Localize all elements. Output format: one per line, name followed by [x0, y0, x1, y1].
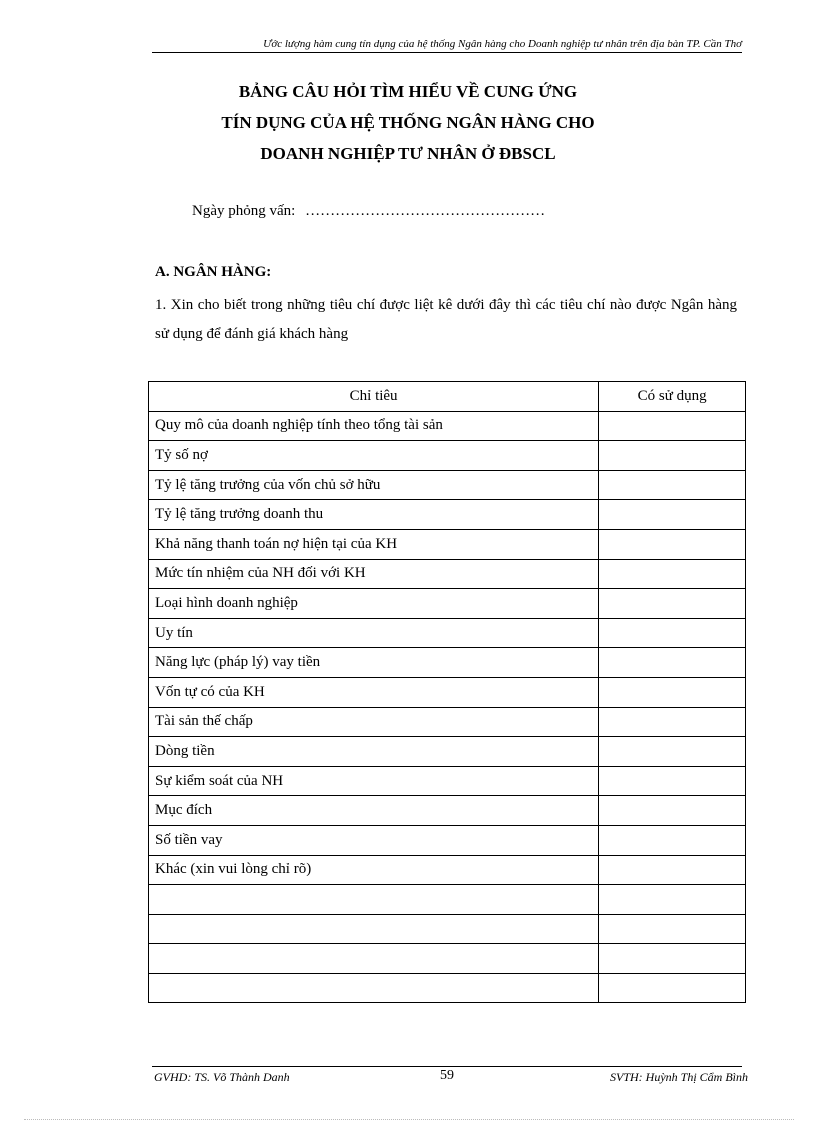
criterion-cell: [149, 973, 599, 1003]
criterion-cell: [149, 944, 599, 974]
table-row: [149, 441, 746, 471]
used-checkbox-cell[interactable]: [599, 529, 746, 559]
criterion-cell: Khác (xin vui lòng chỉ rõ): [149, 855, 599, 885]
criterion-cell: Uy tín: [149, 618, 599, 648]
table-row: [149, 559, 746, 589]
criterion-cell: Mức tín nhiệm của NH đối với KH: [149, 559, 599, 589]
table-row: [149, 944, 746, 974]
table-row: [149, 825, 746, 855]
used-checkbox-cell[interactable]: [599, 855, 746, 885]
used-checkbox-cell[interactable]: [599, 737, 746, 767]
footer-supervisor: GVHD: TS. Võ Thành Danh: [154, 1070, 290, 1084]
table-row: [149, 914, 746, 944]
used-checkbox-cell[interactable]: [599, 618, 746, 648]
footer-student: SVTH: Huỳnh Thị Cẩm Bình: [610, 1070, 748, 1084]
used-checkbox-cell[interactable]: [599, 973, 746, 1003]
page-number: 59: [440, 1068, 454, 1083]
running-header: Ước lượng hàm cung tín dụng của hệ thống Ngân hàng cho Doanh nghiệp tư nhân trên địa bàn TP. Cần Thơ: [152, 38, 742, 53]
table-row: [149, 500, 746, 530]
table-row: [149, 885, 746, 915]
used-checkbox-cell[interactable]: [599, 500, 746, 530]
used-checkbox-cell[interactable]: [599, 441, 746, 471]
table-row: [149, 677, 746, 707]
criterion-cell: [149, 885, 599, 915]
criterion-cell: Tỷ số nợ: [149, 441, 599, 471]
table-row: [149, 855, 746, 885]
column-header-used: Có sử dụng: [599, 382, 746, 412]
used-checkbox-cell[interactable]: [599, 470, 746, 500]
used-checkbox-cell[interactable]: [599, 677, 746, 707]
table-row: [149, 796, 746, 826]
criterion-cell: Loại hình doanh nghiệp: [149, 589, 599, 619]
table-row: [149, 618, 746, 648]
table-row: [149, 411, 746, 441]
table-row: [149, 648, 746, 678]
criterion-cell: Vốn tự có của KH: [149, 677, 599, 707]
criterion-cell: Tài sản thế chấp: [149, 707, 599, 737]
criterion-cell: [149, 914, 599, 944]
criterion-cell: Khả năng thanh toán nợ hiện tại của KH: [149, 529, 599, 559]
criterion-cell: Số tiền vay: [149, 825, 599, 855]
table-row: [149, 589, 746, 619]
criterion-cell: Tỷ lệ tăng trưởng doanh thu: [149, 500, 599, 530]
criterion-cell: Sự kiểm soát của NH: [149, 766, 599, 796]
page-footer: [152, 1066, 748, 1084]
table-row: [149, 737, 746, 767]
used-checkbox-cell[interactable]: [599, 411, 746, 441]
criteria-table: [148, 381, 746, 1003]
interview-date-label: Ngày phỏng vấn:: [192, 203, 296, 219]
title-line-1: BẢNG CÂU HỎI TÌM HIỂU VỀ CUNG ỨNG: [238, 82, 578, 101]
interview-date-blank: …………………………………………: [305, 203, 546, 219]
title-line-2: TÍN DỤNG CỦA HỆ THỐNG NGÂN HÀNG CHO: [221, 113, 595, 132]
used-checkbox-cell[interactable]: [599, 707, 746, 737]
used-checkbox-cell[interactable]: [599, 589, 746, 619]
table-header-row: [149, 382, 746, 412]
page-edge-divider: [24, 1119, 794, 1120]
title-line-3: DOANH NGHIỆP TƯ NHÂN Ở ĐBSCL: [260, 144, 556, 163]
document-title: [150, 76, 666, 169]
table-row: [149, 707, 746, 737]
table-row: [149, 529, 746, 559]
used-checkbox-cell[interactable]: [599, 825, 746, 855]
column-header-criteria: Chỉ tiêu: [149, 382, 599, 412]
interview-date: [192, 203, 545, 220]
criterion-cell: Tỷ lệ tăng trưởng của vốn chủ sở hữu: [149, 470, 599, 500]
used-checkbox-cell[interactable]: [599, 766, 746, 796]
used-checkbox-cell[interactable]: [599, 559, 746, 589]
question-1: 1. Xin cho biết trong những tiêu chí được liệt kê dưới đây thì các tiêu chí nào được Ngân hàng sử dụng để đánh giá khách hàng: [155, 297, 737, 342]
used-checkbox-cell[interactable]: [599, 648, 746, 678]
table-row: [149, 973, 746, 1003]
criterion-cell: Dòng tiền: [149, 737, 599, 767]
criterion-cell: Quy mô của doanh nghiệp tính theo tổng tài sản: [149, 411, 599, 441]
criterion-cell: Năng lực (pháp lý) vay tiền: [149, 648, 599, 678]
used-checkbox-cell[interactable]: [599, 796, 746, 826]
table-row: [149, 470, 746, 500]
used-checkbox-cell[interactable]: [599, 944, 746, 974]
table-row: [149, 766, 746, 796]
criterion-cell: Mục đích: [149, 796, 599, 826]
used-checkbox-cell[interactable]: [599, 885, 746, 915]
used-checkbox-cell[interactable]: [599, 914, 746, 944]
section-a-heading: A. NGÂN HÀNG:: [155, 264, 272, 280]
